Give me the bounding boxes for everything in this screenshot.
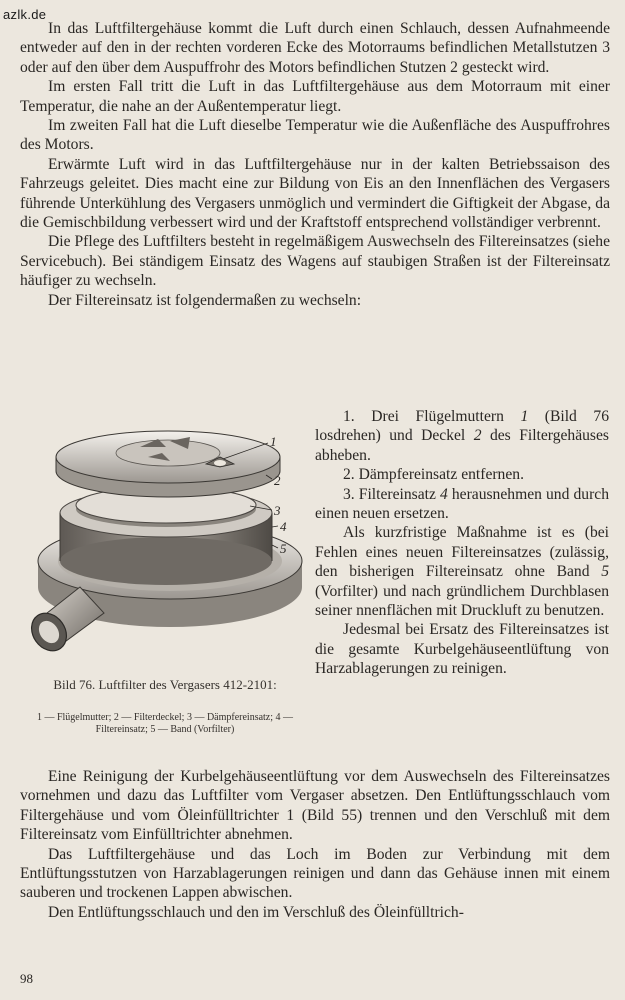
callout-4: 4 xyxy=(280,519,287,534)
paragraph-intake: In das Luftfiltergehäuse kommt die Luft durch einen Schlauch, dessen Aufnahmeende entweder auf den in der rechten vorderen Ecke des Motorraums befindlichen Metallstutzen 3 oder auf den über dem Auspuffrohr des Motors befindlichen Stutzen 2 gesteckt wird. xyxy=(20,20,610,76)
step-3 xyxy=(315,485,609,524)
watermark: azlk.de xyxy=(3,7,47,22)
step-1-ref-2: 2 xyxy=(473,427,482,445)
procedure-steps xyxy=(315,407,609,679)
step-5: Jedesmal bei Ersatz des Filtereinsatzes ist die gesamte Kurbelgehäuseentlüftung von Harzablagerungen zu reinigen. xyxy=(315,621,609,678)
page-number: 98 xyxy=(20,971,33,986)
figure-legend: 1 — Flügelmutter; 2 — Filterdeckel; 3 — Dämpfereinsatz; 4 — Filtereinsatz; 5 — Band (Vorfilter) xyxy=(36,712,294,735)
step-4-text: Als kurzfristige Maßnahme ist es (bei Fehlen eines neuen Filtereinsatzes (zulässig, den bisherigen Filtereinsatz ohne Band xyxy=(315,524,609,581)
paragraph-vent-hose: Den Entlüftungsschlauch und den im Verschluß des Öleinfülltrich- xyxy=(48,903,464,921)
step-3-ref: 4 xyxy=(439,485,448,503)
air-filter-illustration xyxy=(20,409,310,669)
callout-1: 1 xyxy=(270,434,277,449)
step-3-text: 3. Filtereinsatz xyxy=(343,485,440,503)
callout-3: 3 xyxy=(274,503,281,518)
paragraph-crankcase-vent: Eine Reinigung der Kurbelgehäuseentlüftung vor dem Auswechseln des Filtereinsatzes vornehmen und dazu das Luftfilter vom Vergaser absetzen. Den Entlüftungsschlauch vom Filtergehäuse und vom Öleinfülltrichter 1 (Bild 55) trennen und den Verschluß mit dem Filtereinsatz vom Einfülltrichter abnehmen. xyxy=(20,768,610,844)
step-1-ref-1: 1 xyxy=(520,408,529,425)
step-3-text-end: herausnehmen und durch einen neuen ersetzen. xyxy=(315,485,609,523)
bottom-text-block xyxy=(20,767,610,922)
filter-lid xyxy=(56,431,280,497)
callout-5: 5 xyxy=(280,541,287,556)
callout-2: 2 xyxy=(274,473,281,488)
paragraph-change-intro: Der Filtereinsatz ist folgendermaßen zu wechseln: xyxy=(48,291,362,309)
paragraph-second-case: Im zweiten Fall hat die Luft dieselbe Temperatur wie die Außenfläche des Auspuffrohres des Motors. xyxy=(20,117,610,154)
paragraph-maintenance: Die Pflege des Luftfilters besteht in regelmäßigem Auswechseln des Filtereinsatzes (siehe Servicebuch). Bei ständigem Einsatz des Wagens auf staubigen Straßen ist der Filtereinsatz häufiger zu wechseln. xyxy=(20,233,610,290)
step-4-ref: 5 xyxy=(601,563,609,581)
figure-76 xyxy=(20,409,310,769)
paragraph-warm-air: Erwärmte Luft wird in das Luftfiltergehäuse nur in der kalten Betriebssaison des Fahrzeugs geleitet. Dies macht eine zur Bildung von Eis an den Innenflächen des Vergasers führende Unterkühlung des Vergasers unmöglich und vermindert die Giftigkeit der Abgase, da die Gemischbildung verbessert wird und der Kraftstoff entsprechend vollständiger verbrennt. xyxy=(20,155,610,232)
top-text-block xyxy=(20,19,610,310)
step-4-text-end: (Vorfilter) und nach gründlichem Durchblasen seiner nnenflächen mit Druckluft zu benutzen. xyxy=(315,582,609,620)
step-4 xyxy=(315,523,609,620)
paragraph-first-case: Im ersten Fall tritt die Luft in das Luftfiltergehäuse aus dem Motorraum mit einer Temperatur, die nahe an der Außentemperatur liegt. xyxy=(20,78,610,115)
step-1-text-mid: (Bild 76 losdrehen) und Deckel xyxy=(315,408,609,445)
step-1 xyxy=(315,407,609,465)
figure-caption: Bild 76. Luftfilter des Vergasers 412-2101: xyxy=(53,677,277,692)
step-1-text-end: des Filtergehäuses abheben. xyxy=(315,427,609,464)
paragraph-clean-housing: Das Luftfiltergehäuse und das Loch im Boden zur Verbindung mit dem Entlüftungsstutzen von Harzablagerungen reinigen und dann das Gehäuse innen mit einem sauberen und trockenen Lappen abwischen. xyxy=(20,845,610,902)
step-1-text: 1. Drei Flügelmuttern xyxy=(343,408,521,425)
step-2: 2. Dämpfereinsatz entfernen. xyxy=(343,466,524,484)
